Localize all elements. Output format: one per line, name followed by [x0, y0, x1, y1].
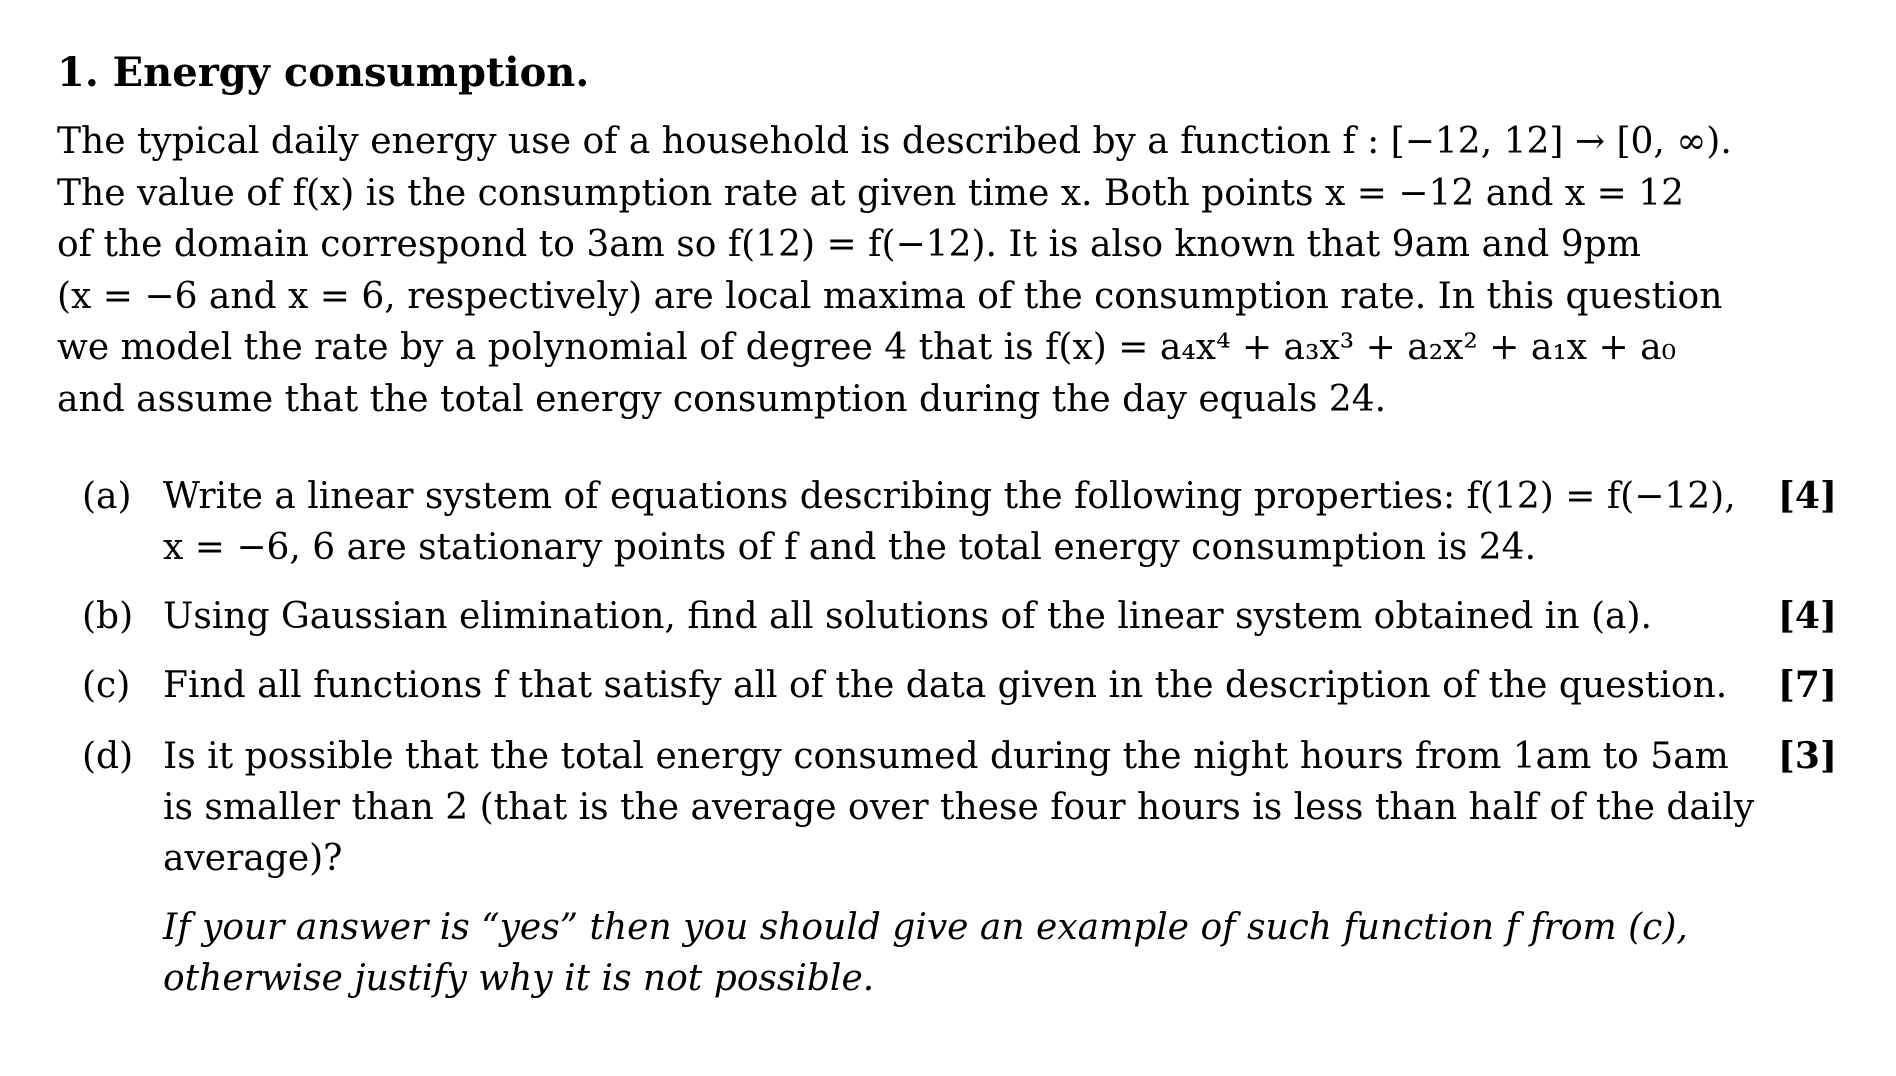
part-label: (a) [82, 476, 132, 517]
part-marks: [3] [1777, 735, 1837, 777]
question-intro [57, 116, 1763, 425]
part-a [57, 471, 1837, 573]
note-line: If your answer is “yes” then you should give an example of such function f from (c), [163, 907, 1688, 948]
part-text [163, 591, 1761, 642]
intro-line: we model the rate by a polynomial of degree 4 that is f(x) = a₄x⁴ + a₃x³ + a₂x² + a₁x + a₀ [57, 327, 1677, 368]
part-line: Write a linear system of equations describing the following properties: f(12) = f(−12), [163, 476, 1736, 517]
note-line: otherwise justify why it is not possible. [163, 958, 875, 999]
intro-line: (x = −6 and x = 6, respectively) are local maxima of the consumption rate. In this question [57, 275, 1723, 317]
part-line: x = −6, 6 are stationary points of f and the total energy consumption is 24. [163, 527, 1537, 568]
part-text [163, 471, 1761, 573]
intro-line: and assume that the total energy consumption during the day equals 24. [57, 378, 1387, 420]
part-b [57, 591, 1837, 642]
question-title: 1. Energy consumption. [57, 49, 590, 96]
part-text [163, 731, 1761, 884]
part-marks: [4] [1777, 595, 1837, 637]
part-note [163, 902, 1761, 1004]
part-line: Using Gaussian elimination, find all solutions of the linear system obtained in (a). [163, 596, 1652, 637]
part-line: Find all functions f that satisfy all of the data given in the description of the question. [163, 665, 1728, 706]
intro-line: of the domain correspond to 3am so f(12) = f(−12). It is also known that 9am and 9pm [57, 224, 1641, 265]
part-d [57, 731, 1837, 1004]
part-c [57, 660, 1837, 711]
intro-line: The value of f(x) is the consumption rate at given time x. Both points x = −12 and x = 12 [57, 172, 1685, 214]
part-line: Is it possible that the total energy consumed during the night hours from 1am to 5am [163, 736, 1729, 777]
part-line: average)? [163, 838, 343, 879]
intro-line: The typical daily energy use of a household is described by a function f : [−12, 12] → [0, ∞). [57, 121, 1732, 162]
part-text [163, 660, 1761, 711]
part-marks: [7] [1777, 664, 1837, 706]
part-label: (b) [82, 596, 134, 637]
part-marks: [4] [1777, 475, 1837, 517]
part-label: (d) [82, 736, 134, 777]
part-line: is smaller than 2 (that is the average over these four hours is less than half of the daily [163, 787, 1755, 828]
question-page [57, 48, 1837, 1032]
question-parts [57, 471, 1837, 1004]
part-label: (c) [82, 665, 131, 706]
